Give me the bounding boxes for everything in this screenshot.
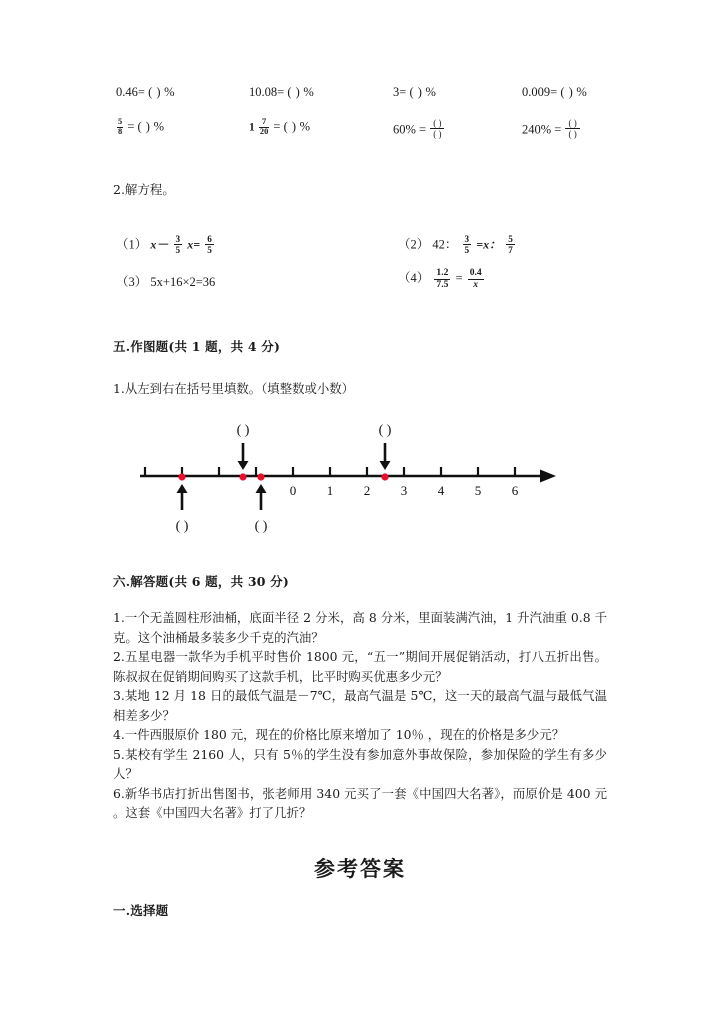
percent-value: 60% bbox=[393, 122, 416, 137]
marked-point bbox=[381, 473, 388, 480]
equation-3 bbox=[116, 272, 215, 290]
fill-in-item bbox=[116, 85, 175, 100]
tick-label-3: 3 bbox=[400, 483, 408, 498]
percent-sign: % bbox=[576, 85, 587, 99]
equation-expression: x－ bbox=[150, 237, 169, 252]
fill-in-item bbox=[249, 118, 310, 137]
number-line-diagram bbox=[113, 420, 573, 540]
fill-in-item bbox=[522, 118, 580, 140]
fraction-denominator: 20 bbox=[259, 126, 269, 136]
fraction-denominator: 7.5 bbox=[436, 278, 449, 290]
numerator-blank[interactable]: ( ) bbox=[433, 118, 442, 128]
equation-expression: 5x+16×2=36 bbox=[150, 275, 216, 289]
answer-blank: ( ) bbox=[254, 519, 268, 534]
tick-label-6: 6 bbox=[511, 483, 519, 498]
fill-in-expression: 10.08= bbox=[249, 85, 285, 99]
equation-2 bbox=[398, 234, 517, 256]
fill-in-item bbox=[393, 118, 444, 140]
fraction-one-point-two-over-seven-point-five bbox=[434, 268, 450, 290]
equation-label: （4） bbox=[398, 271, 430, 285]
fraction-five-sevenths bbox=[506, 234, 515, 256]
equals-sign: = bbox=[455, 271, 463, 285]
equation-label: （3） bbox=[116, 275, 148, 289]
fraction-three-fifths bbox=[174, 234, 183, 256]
fraction-seven-twentieths bbox=[259, 118, 269, 137]
fraction-answer-blanks bbox=[565, 118, 579, 140]
fraction-denominator: x bbox=[468, 279, 484, 291]
equation-1 bbox=[116, 234, 216, 256]
fraction-three-fifths bbox=[463, 234, 472, 256]
equations-heading: 2.解方程。 bbox=[113, 182, 175, 197]
percent-sign: % bbox=[164, 85, 175, 99]
percent-sign: % bbox=[153, 119, 164, 134]
word-problems-heading: 六.解答题(共 6 题，共 30 分) bbox=[113, 574, 289, 589]
tick-label-2: 2 bbox=[363, 483, 371, 498]
tick-label-1: 1 bbox=[326, 483, 334, 498]
answers-title: 参考答案 bbox=[314, 856, 406, 881]
denominator-blank[interactable]: ( ) bbox=[565, 128, 579, 139]
fraction-numerator: 6 bbox=[207, 234, 212, 244]
drawing-section-question: 1.从左到右在括号里填数。（填整数或小数） bbox=[113, 381, 355, 396]
fraction-five-eighths bbox=[117, 118, 123, 137]
tick-label-4: 4 bbox=[437, 483, 445, 498]
percent-sign: % bbox=[303, 85, 314, 99]
axis-ticks bbox=[145, 467, 515, 476]
equation-label: （1） bbox=[116, 237, 148, 252]
percent-sign: % bbox=[299, 119, 311, 134]
mixed-number-whole: 1 bbox=[249, 121, 255, 134]
fill-in-item bbox=[522, 85, 587, 100]
fill-in-expression: 0.46= bbox=[116, 85, 145, 99]
fraction-answer-blanks bbox=[430, 118, 444, 140]
fraction-numerator: 0.4 bbox=[469, 267, 482, 279]
fraction-denominator: 5 bbox=[207, 245, 212, 256]
percent-sign: % bbox=[425, 85, 436, 99]
equals-sign: = bbox=[127, 119, 135, 134]
upper-answer-blanks bbox=[237, 423, 392, 438]
equation-label: （2） bbox=[398, 237, 430, 252]
equals-sign: = bbox=[273, 119, 281, 134]
arrow-up-icon bbox=[177, 484, 188, 493]
fraction-numerator: 3 bbox=[464, 234, 470, 244]
equals-sign: = bbox=[554, 122, 562, 137]
numerator-blank[interactable]: ( ) bbox=[568, 118, 577, 128]
fraction-denominator: 5 bbox=[175, 245, 181, 256]
answer-blank: ( ) bbox=[175, 519, 189, 534]
word-problem-item: 2.五星电器一款华为手机平时售价 1800 元，“五一”期间开展促销活动，打八五折出售。陈叔叔在促销期间购买了这款手机，比平时购买优惠多少元？ bbox=[113, 649, 607, 684]
equation-expression-cont: =x： bbox=[476, 237, 502, 252]
answers-first-section: 一.选择题 bbox=[113, 903, 169, 918]
axis-tick-labels bbox=[290, 483, 519, 498]
fill-in-item bbox=[116, 118, 164, 137]
fill-in-expression: 3= bbox=[393, 85, 407, 99]
word-problem-item: 5.某校有学生 2160 人，只有 5％的学生没有参加意外事故保险，参加保险的学生有多少人？ bbox=[113, 746, 607, 781]
word-problem-item: 6.新华书店打折出售图书，张老师用 340 元买了一套《中国四大名著》，而原价是 400 元 。这套《中国四大名著》打了几折？ bbox=[113, 785, 607, 820]
marked-point bbox=[239, 473, 246, 480]
answer-blank[interactable]: ( ) bbox=[409, 85, 423, 99]
tick-label-5: 5 bbox=[474, 483, 482, 498]
fraction-denominator: 8 bbox=[118, 126, 123, 136]
answer-blank[interactable]: ( ) bbox=[287, 85, 301, 99]
tick-label-0: 0 bbox=[289, 483, 297, 498]
word-problem-item: 1.一个无盖圆柱形油桶，底面半径 2 分米，高 8 分米，里面装满汽油，1 升汽油重 0.8 千克。这个油桶最多装多少千克的汽油？ bbox=[113, 610, 607, 645]
arrow-down-icon bbox=[380, 461, 391, 470]
arrow-up-icon bbox=[256, 484, 267, 493]
answer-blank: ( ) bbox=[236, 423, 250, 438]
lower-answer-blanks bbox=[176, 519, 268, 534]
arrow-down-icon bbox=[238, 461, 249, 470]
fill-in-item bbox=[249, 85, 314, 100]
fraction-numerator: 3 bbox=[175, 234, 181, 244]
fraction-zero-point-four-over-x bbox=[468, 268, 484, 290]
word-problem-item: 4.一件西服原价 180 元，现在的价格比原来增加了 10％ ，现在的价格是多少元？ bbox=[113, 727, 565, 742]
answer-blank[interactable]: ( ) bbox=[148, 85, 162, 99]
denominator-blank[interactable]: ( ) bbox=[430, 128, 444, 139]
axis-arrowhead-icon bbox=[540, 470, 556, 483]
answer-blank[interactable]: ( ) bbox=[560, 85, 574, 99]
fill-in-item bbox=[393, 85, 436, 100]
marked-point bbox=[178, 473, 185, 480]
word-problem-item: 3.某地 12 月 18 日的最低气温是－7℃，最高气温是 5℃，这一天的最高气温与最低气温相差多少？ bbox=[113, 688, 607, 723]
marked-point bbox=[257, 473, 264, 480]
answer-blank[interactable]: ( ) bbox=[283, 119, 297, 134]
drawing-section-heading: 五.作图题(共 1 题，共 4 分) bbox=[113, 339, 281, 354]
fraction-numerator: 5 bbox=[508, 234, 513, 244]
fraction-six-fifths bbox=[205, 234, 214, 256]
fraction-denominator: 7 bbox=[508, 245, 513, 256]
fraction-numerator: 1.2 bbox=[436, 267, 449, 279]
equation-4 bbox=[398, 268, 486, 291]
up-arrows bbox=[182, 491, 261, 510]
fraction-numerator: 7 bbox=[261, 117, 267, 126]
equation-expression-cont: x= bbox=[187, 237, 201, 252]
percent-value: 240% bbox=[522, 122, 552, 137]
answer-blank: ( ) bbox=[378, 423, 392, 438]
down-arrows bbox=[243, 443, 385, 463]
fraction-denominator: 5 bbox=[464, 245, 470, 256]
equation-expression: 42： bbox=[432, 237, 458, 252]
word-problems-list bbox=[113, 608, 607, 823]
fill-in-expression: 0.009= bbox=[522, 85, 558, 99]
answer-blank[interactable]: ( ) bbox=[137, 119, 151, 134]
fraction-numerator: 5 bbox=[118, 117, 123, 126]
equals-sign: = bbox=[419, 122, 427, 137]
